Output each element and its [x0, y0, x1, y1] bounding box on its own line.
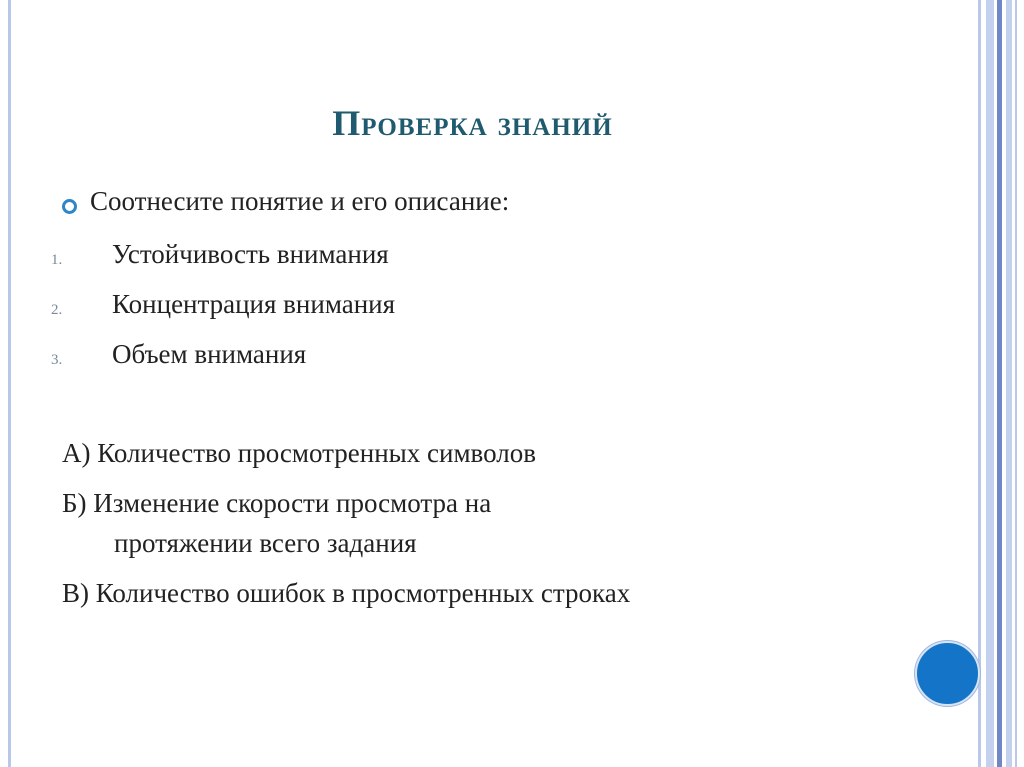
right-frame-stripe — [986, 0, 994, 767]
blue-circle-icon — [915, 641, 980, 706]
description-b: Б) Изменение скорости просмотра на — [62, 488, 492, 518]
description-c: В) Количество ошибок в просмотренных строках — [62, 578, 631, 608]
right-frame-stripe — [1015, 0, 1017, 767]
circle-bullet-icon — [62, 199, 77, 214]
description-b-continued: протяжении всего задания — [114, 528, 417, 558]
intro-text: Соотнесите понятие и его описание: — [90, 186, 510, 216]
list-item-text: Объем внимания — [112, 339, 307, 369]
right-frame-stripe — [1006, 0, 1012, 767]
description-a: А) Количество просмотренных символов — [62, 438, 536, 468]
slide-title: Проверка знаний — [332, 103, 613, 143]
right-frame-stripe — [997, 0, 1002, 767]
list-number: 2. — [51, 302, 63, 318]
list-number: 1. — [51, 252, 63, 268]
list-item-text: Устойчивость внимания — [112, 239, 389, 269]
list-item-text: Концентрация внимания — [112, 289, 396, 319]
right-frame-stripe — [978, 0, 981, 767]
list-number: 3. — [51, 352, 63, 368]
